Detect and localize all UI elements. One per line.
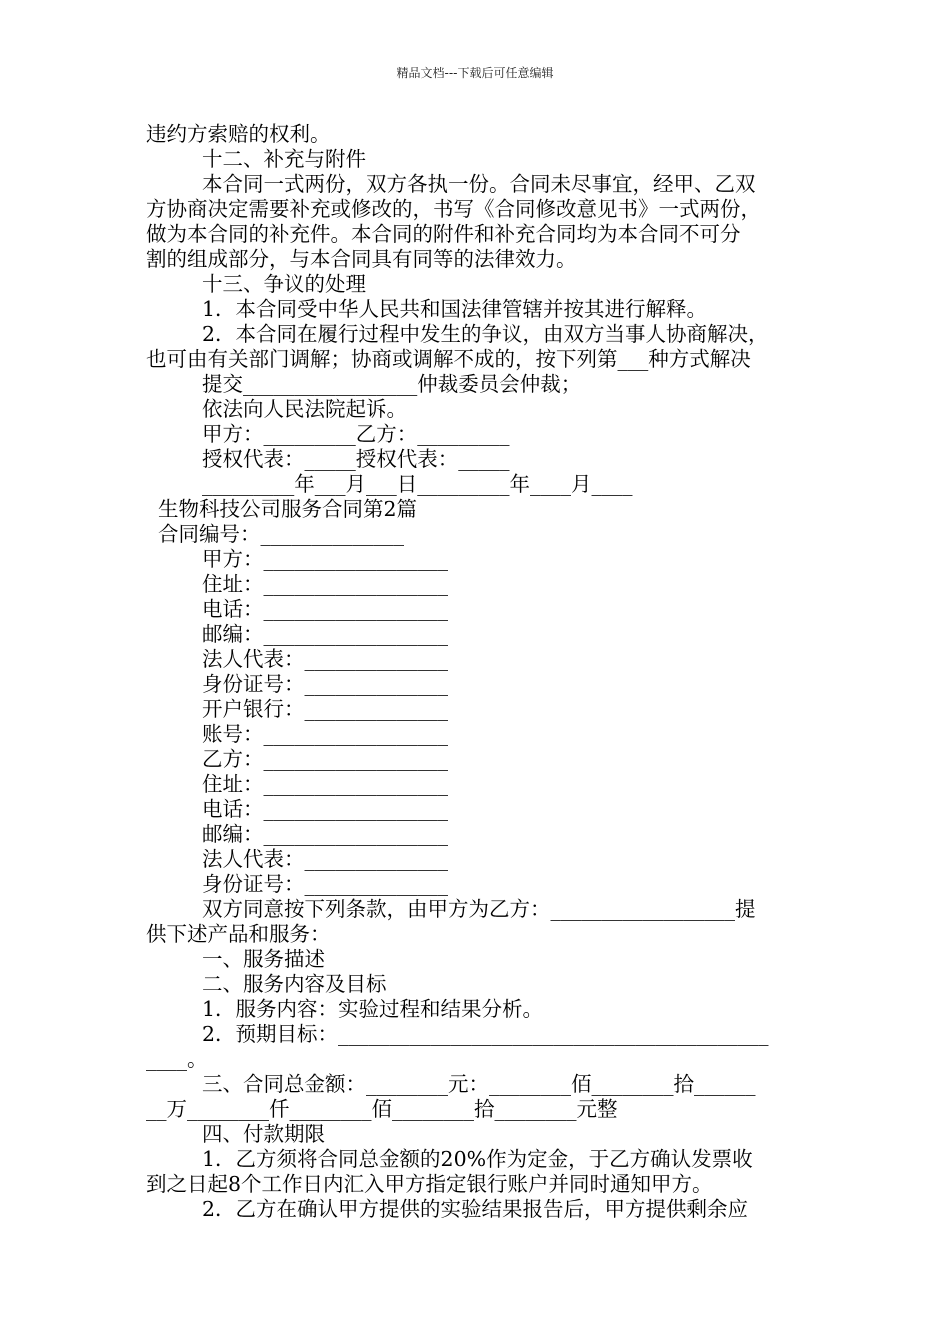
text-line: 2．本合同在履行过程中发生的争议，由双方当事人协商解决， xyxy=(202,322,769,346)
text-line: 二、服务内容及目标 xyxy=(202,972,387,996)
text-line: 做为本合同的补充件。本合同的附件和补充合同均为本合同不可分 xyxy=(146,222,741,246)
text-line: 方协商决定需要补充或修改的，书写《合同修改意见书》一式两份， xyxy=(146,197,761,221)
text-line: 提交_________________仲裁委员会仲裁； xyxy=(202,372,582,396)
text-line: 身份证号：______________ xyxy=(202,672,448,696)
text-line: __万________仟________佰________拾________元整 xyxy=(146,1097,618,1121)
text-line: 生物科技公司服务合同第2篇 xyxy=(158,497,418,521)
text-line: 住址：__________________ xyxy=(202,572,448,596)
text-line: 电话：__________________ xyxy=(202,797,448,821)
text-line: 邮编：__________________ xyxy=(202,822,448,846)
text-line: 依法向人民法院起诉。 xyxy=(202,397,407,421)
text-line: 1．乙方须将合同总金额的20%作为定金，于乙方确认发票收 xyxy=(202,1147,753,1171)
text-line: 授权代表：_____授权代表：_____ xyxy=(202,447,510,471)
text-line: 到之日起8个工作日内汇入甲方指定银行账户并同时通知甲方。 xyxy=(146,1172,713,1196)
page-header: 精品文档---下载后可任意编辑 xyxy=(396,66,554,80)
text-line: 割的组成部分，与本合同具有同等的法律效力。 xyxy=(146,247,577,271)
text-line: 甲方：_________乙方：_________ xyxy=(202,422,510,446)
text-line: 电话：__________________ xyxy=(202,597,448,621)
text-line: 乙方：__________________ xyxy=(202,747,448,771)
text-line: 本合同一式两份，双方各执一份。合同未尽事宜，经甲、乙双 xyxy=(202,172,756,196)
text-line: 身份证号：______________ xyxy=(202,872,448,896)
text-line: 2．乙方在确认甲方提供的实验结果报告后，甲方提供剩余应 xyxy=(202,1197,749,1221)
text-line: 1．服务内容：实验过程和结果分析。 xyxy=(202,997,544,1021)
text-line: 一、服务描述 xyxy=(202,947,325,971)
text-line: 2．预期目标：__________________________________________ xyxy=(202,1022,769,1046)
text-line: 账号：__________________ xyxy=(202,722,448,746)
text-line: ____。 xyxy=(146,1047,208,1071)
text-line: 双方同意按下列条款，由甲方为乙方：__________________提 xyxy=(202,897,756,921)
text-line: 法人代表：______________ xyxy=(202,647,448,671)
text-line: 邮编：__________________ xyxy=(202,622,448,646)
text-line: 十三、争议的处理 xyxy=(202,272,366,296)
text-line: 四、付款期限 xyxy=(202,1122,325,1146)
text-line: 违约方索赔的权利。 xyxy=(146,122,331,146)
text-line: 法人代表：______________ xyxy=(202,847,448,871)
text-line: 三、合同总金额：________元：________佰________拾______ xyxy=(202,1072,756,1096)
text-line: 十二、补充与附件 xyxy=(202,147,366,171)
text-line: 合同编号：______________ xyxy=(158,522,404,546)
text-line: 住址：__________________ xyxy=(202,772,448,796)
text-line: 也可由有关部门调解；协商或调解不成的，按下列第___种方式解决 xyxy=(146,347,751,371)
text-line: 1．本合同受中华人民共和国法律管辖并按其进行解释。 xyxy=(202,297,708,321)
text-line: _________年___月___日_________年____月____ xyxy=(202,472,633,496)
text-line: 甲方：__________________ xyxy=(202,547,448,571)
text-line: 供下述产品和服务： xyxy=(146,922,331,946)
text-line: 开户银行：______________ xyxy=(202,697,448,721)
